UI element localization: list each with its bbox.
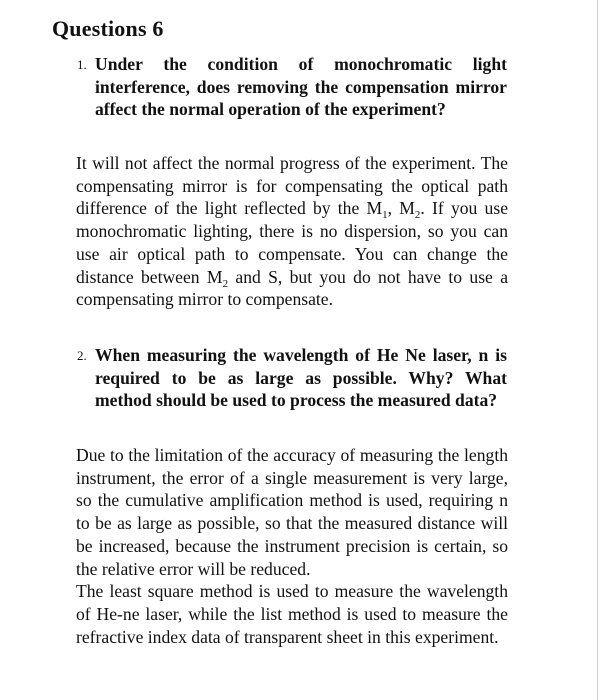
answer-1-text-c: . If you use monochromatic lighting, there is no dispersion, so you can use air optical path to compensate. You can change the distance between M — [76, 198, 509, 287]
subscript-1: 1 — [382, 209, 388, 222]
question-2-text: When measuring the wavelength of He Ne laser, n is required to be as large as possible. Why? What method should be used to process the measured data? — [95, 345, 507, 411]
question-1-text: Under the condition of monochromatic light interference, does removing the compensation mirror affect the normal operation of the experiment? — [95, 54, 507, 120]
answer-1-text-d: and S, but you do not have to use a compensating mirror to compensate. — [76, 266, 508, 310]
page-title: Questions 6 — [52, 16, 164, 41]
question-2 — [77, 344, 507, 412]
question-2-number: 2. — [77, 348, 87, 363]
question-1 — [77, 53, 507, 121]
answer-1 — [76, 152, 508, 311]
subscript-2: 2 — [414, 209, 421, 222]
answer-2 — [76, 444, 508, 648]
page-edge-divider — [597, 0, 598, 700]
answer-1-text-a: It will not affect the normal progress of the experiment. The compensating mirror is for compensating the optical path difference of the light reflected by the M — [76, 153, 508, 219]
subscript-3: 2 — [222, 277, 229, 290]
answer-1-text-b: , M — [387, 198, 415, 219]
question-1-number: 1. — [77, 57, 87, 72]
answer-2-paragraph-1: Due to the limitation of the accuracy of measuring the length instrument, the error of a single measurement is very large, so the cumulative amplification method is used, requiring n to be as large as possible, so that the measured distance will be increased, because the instrument precision is certain, so the relative error will be reduced. — [76, 445, 508, 579]
answer-2-paragraph-2: The least square method is used to measure the wavelength of He-ne laser, while the list method is used to measure the refractive index data of transparent sheet in this experiment. — [76, 581, 508, 647]
